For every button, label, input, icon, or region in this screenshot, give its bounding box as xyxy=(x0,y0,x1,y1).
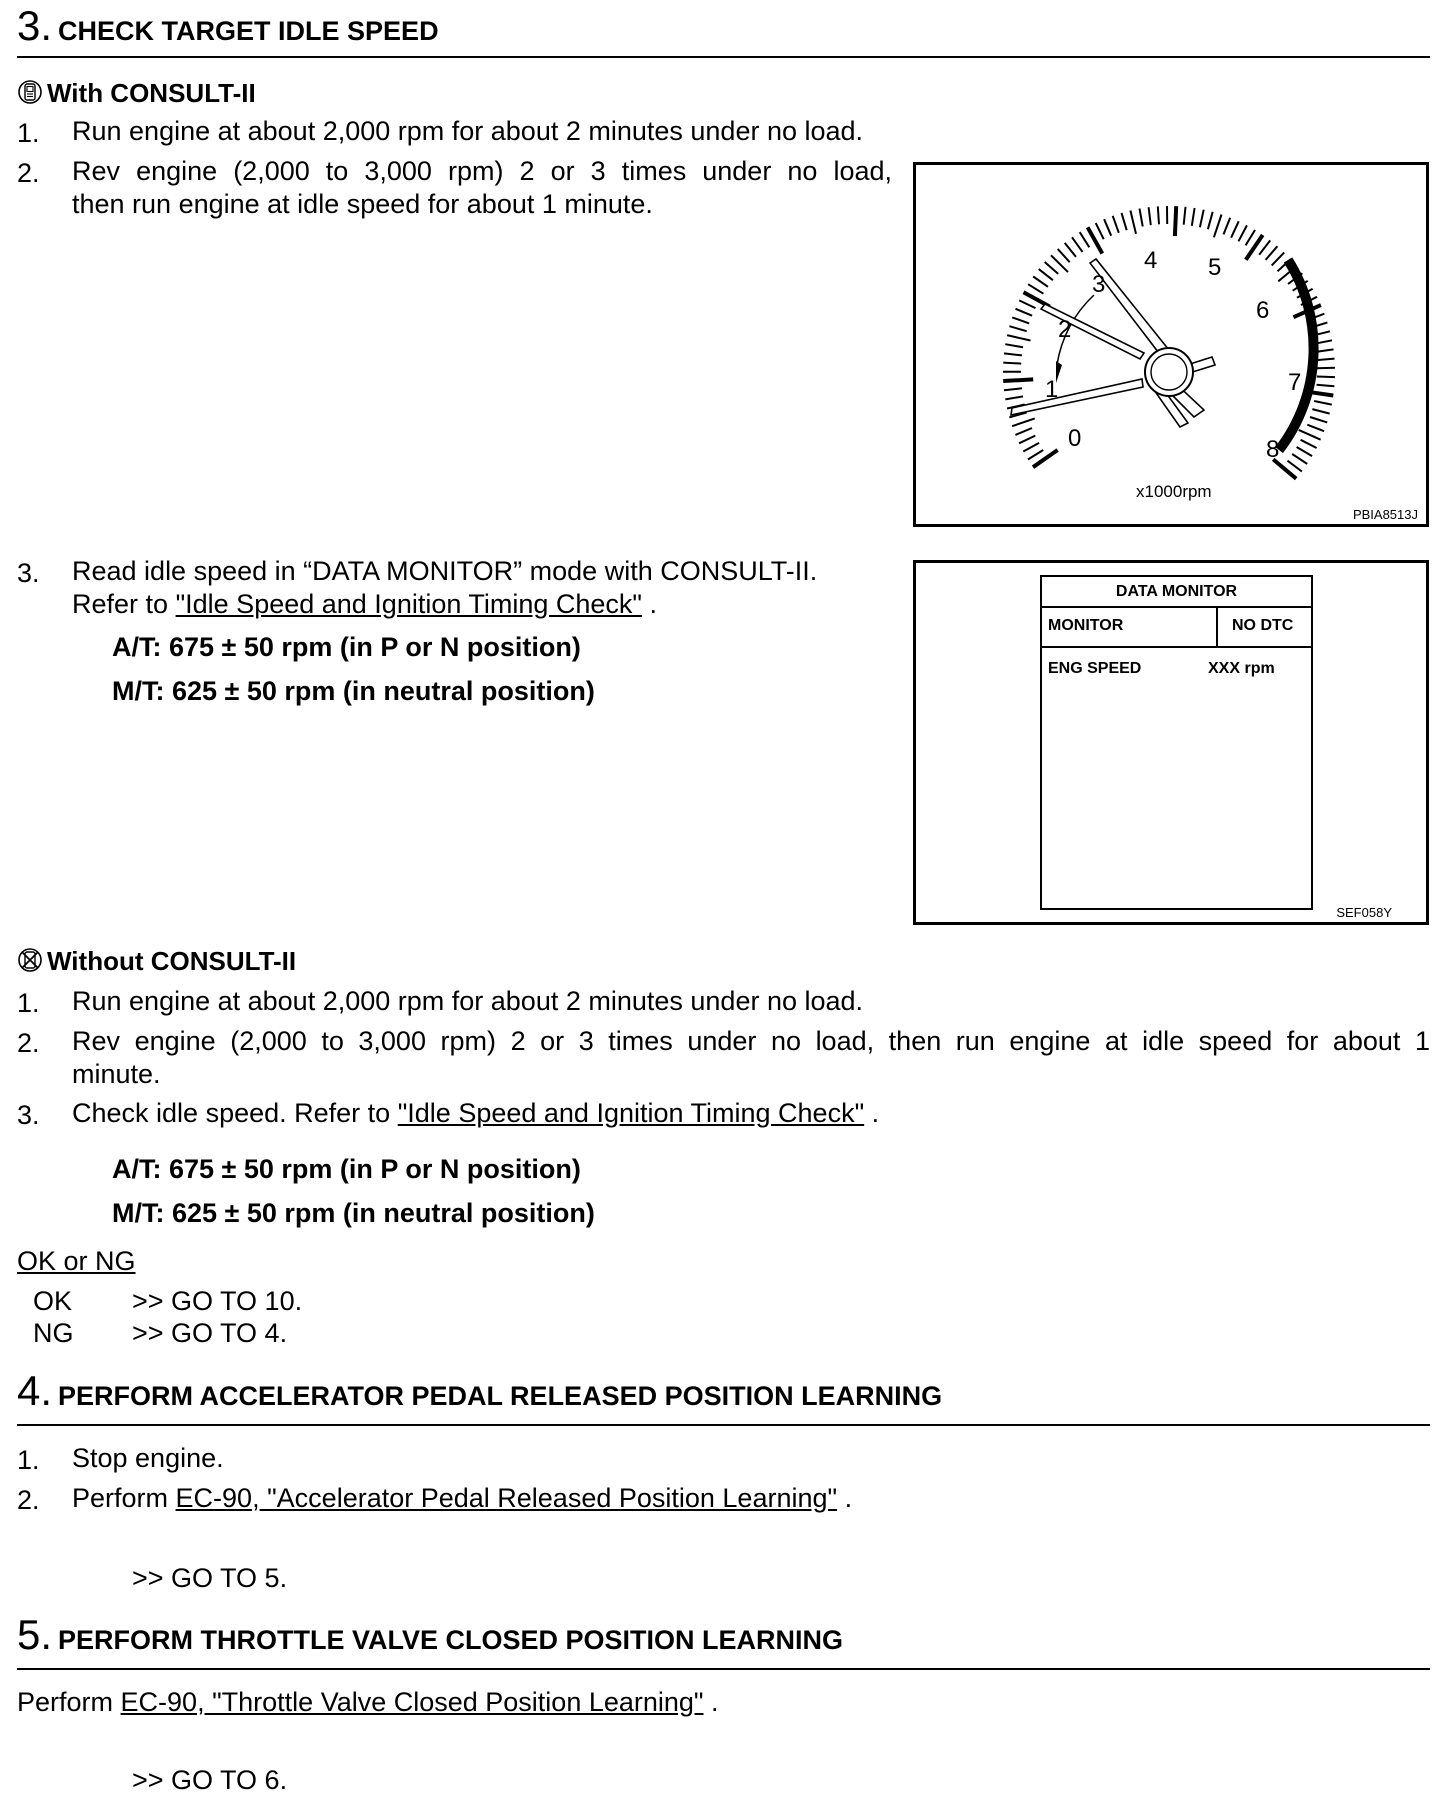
section-4-step-1: Stop engine. xyxy=(72,1443,224,1473)
step-number: 3. xyxy=(17,1100,40,1130)
without-consult-label: Without CONSULT-II xyxy=(47,946,297,976)
tach-tick xyxy=(1231,221,1239,237)
without-consult-heading xyxy=(17,946,296,980)
step-2-line-1: Rev engine (2,000 to 3,000 rpm) 2 or 3 times under no load, then run engine at idle speed for about 1 xyxy=(72,1026,1430,1056)
tach-tick xyxy=(1317,359,1335,361)
without-consult-step-3 xyxy=(72,1097,879,1130)
no-dtc-column: NO DTC xyxy=(1232,617,1294,634)
tach-tick xyxy=(1058,249,1070,262)
with-consult-step-1: Run engine at about 2,000 rpm for about 2 minutes under no load. xyxy=(72,116,864,146)
tach-tick xyxy=(1310,417,1327,422)
needle-hub xyxy=(1145,348,1193,396)
step-number: 3. xyxy=(17,558,40,588)
tach-tick xyxy=(1039,269,1053,280)
spec-mt-2: M/T: 625 ± 50 rpm (in neutral position) xyxy=(112,1198,595,1228)
perform-text: Perform xyxy=(72,1483,169,1513)
tach-tick xyxy=(1297,447,1313,456)
step-number: 2. xyxy=(17,1485,40,1515)
tach-tick xyxy=(1192,208,1195,226)
data-monitor-figure-id: SEF058Y xyxy=(1336,905,1392,920)
tach-tick xyxy=(1003,363,1021,364)
tach-tick xyxy=(1028,450,1043,460)
section-3-title: CHECK TARGET IDLE SPEED xyxy=(58,16,439,46)
tach-tick xyxy=(1003,379,1033,381)
section-5-rule xyxy=(17,1668,1430,1670)
tach-tick xyxy=(1004,353,1022,355)
ok-label: OK xyxy=(33,1286,73,1316)
data-monitor-screen xyxy=(1040,575,1313,910)
needle-lower xyxy=(1011,379,1143,415)
section-5-heading xyxy=(17,1611,843,1659)
tachometer-figure-id: PBIA8513J xyxy=(1352,507,1418,522)
tach-tick xyxy=(1019,436,1035,444)
tach-tick xyxy=(1096,223,1104,239)
tach-tick xyxy=(1019,300,1035,308)
tach-tick xyxy=(1005,344,1023,347)
tach-tick xyxy=(1272,253,1285,266)
section-4-step-2 xyxy=(72,1482,852,1515)
tach-tick xyxy=(1033,277,1048,287)
tach-tick xyxy=(1317,385,1335,387)
section-5-goto: >> GO TO 6. xyxy=(132,1765,288,1795)
tach-tick xyxy=(1012,418,1035,426)
tach-tick xyxy=(1299,430,1321,440)
with-consult-label: With CONSULT-II xyxy=(47,78,256,108)
tach-tick xyxy=(1140,209,1143,227)
tach-tick xyxy=(1065,243,1076,257)
ng-goto: >> GO TO 4. xyxy=(132,1318,288,1348)
tach-tick xyxy=(1317,368,1335,369)
tach-tick xyxy=(1080,232,1090,247)
step-2-line-1: Rev engine (2,000 to 3,000 rpm) 2 or 3 times under no load, xyxy=(72,156,892,186)
tach-tick xyxy=(1314,401,1332,405)
tach-tick xyxy=(1288,461,1302,472)
tach-tick xyxy=(1033,450,1058,467)
tach-tick xyxy=(1158,206,1159,224)
ok-or-ng-label: OK or NG xyxy=(17,1246,136,1276)
tach-tick xyxy=(1015,428,1032,435)
step-2-line-2: minute. xyxy=(72,1059,161,1089)
tach-tick xyxy=(1130,211,1136,234)
tach-label-2: 2 xyxy=(1058,316,1072,343)
tach-tick xyxy=(1009,326,1026,331)
tach-tick xyxy=(1004,388,1022,390)
tach-tick xyxy=(1005,396,1023,399)
tach-tick xyxy=(1007,335,1030,340)
eng-speed-row xyxy=(1042,648,1311,678)
section-5-title: PERFORM THROTTLE VALVE CLOSED POSITION LEARNING xyxy=(58,1625,844,1655)
without-consult-step-2 xyxy=(72,1025,1430,1091)
tach-label-6: 6 xyxy=(1256,297,1270,324)
tachometer-illustration xyxy=(916,165,1426,524)
tach-label-4: 4 xyxy=(1144,247,1158,274)
tach-label-0: 0 xyxy=(1068,425,1082,452)
ng-label: NG xyxy=(33,1318,74,1348)
check-idle-text: Check idle speed. Refer to xyxy=(72,1098,391,1128)
tachometer-figure xyxy=(913,162,1429,527)
spec-mt: M/T: 625 ± 50 rpm (in neutral position) xyxy=(112,676,595,706)
step-number: 1. xyxy=(17,988,40,1018)
tach-tick xyxy=(1184,207,1186,225)
tach-tick xyxy=(1072,237,1083,252)
tach-tick xyxy=(1200,210,1204,228)
tach-tick xyxy=(1266,246,1278,260)
with-consult-heading xyxy=(17,78,256,112)
tach-tick xyxy=(1224,218,1231,235)
trailing-period: . xyxy=(649,589,658,619)
refer-to-text: Refer to xyxy=(72,589,169,619)
tach-label-3: 3 xyxy=(1092,271,1106,298)
eng-speed-label: ENG SPEED xyxy=(1048,660,1142,677)
step-number: 1. xyxy=(17,1445,40,1475)
tach-tick xyxy=(1307,425,1324,432)
tach-tick xyxy=(1175,206,1176,236)
eng-speed-value: XXX rpm xyxy=(1208,660,1275,677)
consult-disconnected-icon xyxy=(17,947,43,980)
tach-tick xyxy=(1259,240,1270,254)
without-consult-step-1: Run engine at about 2,000 rpm for about 2 minutes under no load. xyxy=(72,986,864,1016)
section-4-heading xyxy=(17,1367,942,1415)
tach-tick xyxy=(1246,230,1255,245)
section-4-title: PERFORM ACCELERATOR PEDAL RELEASED POSITION LEARNING xyxy=(58,1381,943,1411)
tach-tick xyxy=(1104,219,1111,236)
tach-tick xyxy=(1301,440,1317,448)
tach-tick xyxy=(1113,216,1119,233)
section-4-number: 4. xyxy=(17,1367,53,1414)
section-3-heading xyxy=(17,2,439,50)
tach-label-8: 8 xyxy=(1266,436,1280,463)
step-number: 2. xyxy=(17,1028,40,1058)
trailing-period: . xyxy=(711,1687,719,1717)
ok-goto: >> GO TO 10. xyxy=(132,1286,303,1316)
tach-tick xyxy=(1292,454,1307,464)
data-monitor-title: DATA MONITOR xyxy=(1042,577,1311,608)
tach-label-7: 7 xyxy=(1288,369,1302,396)
step-3-line-1: Read idle speed in “DATA MONITOR” mode with CONSULT-II. xyxy=(72,556,818,586)
step-2-line-2: then run engine at idle speed for about 1 minute. xyxy=(72,189,653,219)
tach-tick xyxy=(1016,309,1033,316)
section-5-text xyxy=(17,1686,719,1719)
tach-tick xyxy=(1246,235,1263,260)
tach-tick xyxy=(1023,443,1039,452)
column-divider xyxy=(1216,608,1218,646)
tach-tick xyxy=(1149,207,1151,225)
spec-at: A/T: 675 ± 50 rpm (in P or N position) xyxy=(112,632,581,662)
tach-tick xyxy=(1208,212,1213,229)
tach-unit: x1000rpm xyxy=(1136,482,1212,501)
accelerator-pedal-learning-link[interactable]: EC-90, "Accelerator Pedal Released Position Learning" xyxy=(175,1483,838,1513)
tach-tick xyxy=(1317,377,1335,378)
step-number: 1. xyxy=(17,118,40,148)
step-number: 2. xyxy=(17,158,40,188)
trailing-period: . xyxy=(844,1483,853,1513)
throttle-valve-learning-link[interactable]: EC-90, "Throttle Valve Closed Position Learning" xyxy=(120,1687,704,1717)
tach-tick xyxy=(1239,225,1247,241)
trailing-period: . xyxy=(871,1098,880,1128)
section-3-rule xyxy=(17,56,1430,58)
section-4-rule xyxy=(17,1424,1430,1426)
spec-at-2: A/T: 675 ± 50 rpm (in P or N position) xyxy=(112,1154,581,1184)
section-5-number: 5. xyxy=(17,1611,53,1658)
tach-label-5: 5 xyxy=(1208,254,1222,281)
section-4-goto: >> GO TO 5. xyxy=(132,1563,288,1593)
monitor-column: MONITOR xyxy=(1048,617,1124,634)
tach-tick xyxy=(1012,317,1029,323)
tach-tick xyxy=(1122,213,1127,230)
with-consult-step-3 xyxy=(72,555,817,621)
tach-tick xyxy=(1028,284,1043,294)
section-3-number: 3. xyxy=(17,2,53,49)
perform-text: Perform xyxy=(17,1687,114,1717)
idle-speed-check-link[interactable]: "Idle Speed and Ignition Timing Check" xyxy=(175,589,643,619)
tach-tick xyxy=(1312,409,1329,414)
with-consult-step-2 xyxy=(72,155,892,221)
idle-speed-check-link-2[interactable]: "Idle Speed and Ignition Timing Check" xyxy=(397,1098,865,1128)
tach-tick xyxy=(1045,262,1059,274)
tach-tick xyxy=(1214,215,1222,238)
consult-connected-icon xyxy=(17,79,43,112)
tach-label-1: 1 xyxy=(1045,376,1059,403)
data-monitor-figure xyxy=(913,560,1429,925)
data-monitor-header-row xyxy=(1042,608,1311,648)
